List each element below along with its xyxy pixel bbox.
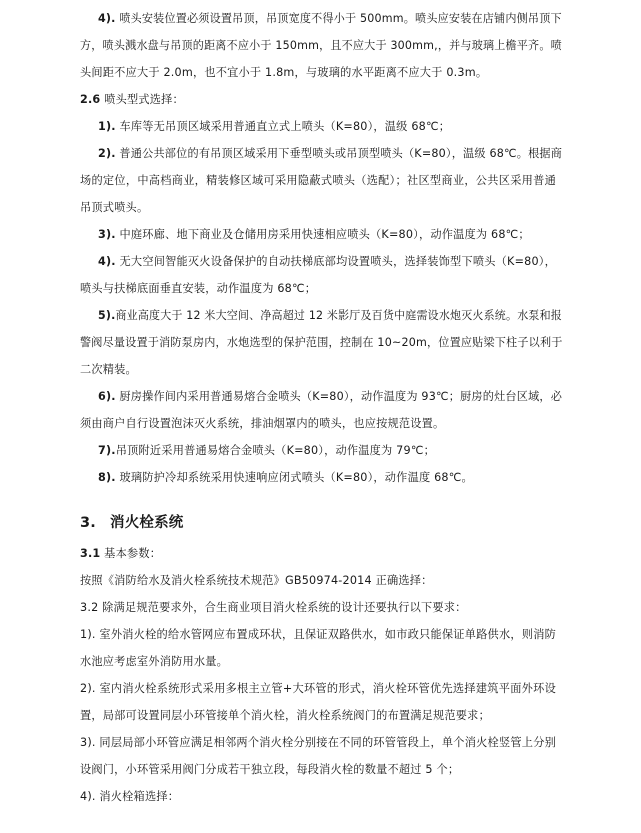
item-number: 7). (98, 444, 116, 457)
item-text: 喷头安装位置必须设置吊顶，吊顶宽度不得小于 500mm。喷头应安装在店铺内侧吊顶下 (115, 12, 562, 25)
section-title-3 (80, 514, 184, 532)
heading-text: 除满足规范要求外，合生商业项目消火栓系统的设计还要执行以下要求： (98, 601, 467, 614)
list-item (98, 390, 563, 404)
paragraph-line: 二次精装。 (80, 363, 137, 376)
paragraph-line: 按照《消防给水及消火栓系统技术规范》GB50974-2014 正确选择： (80, 574, 433, 587)
heading-text: 喷头型式选择： (100, 93, 184, 106)
heading-number: 3.2 (80, 601, 99, 614)
item-text: 玻璃防护冷却系统采用快速响应闭式喷头（K=80），动作温度 68℃。 (115, 471, 473, 484)
paragraph-line: 警阀尽量设置于消防泵房内，水炮选型的保护范围，控制在 10~20m，位置应贴梁下柱子以利于 (80, 336, 563, 349)
subsection-heading-3-1 (80, 547, 161, 561)
item-text: 厨房操作间内采用普通易熔合金喷头（K=80），动作温度为 93℃；厨房的灶台区域，必 (115, 390, 563, 403)
list-item: 4). 消火栓箱选择： (80, 790, 180, 803)
item-text: 中庭环廊、地下商业及仓储用房采用快速相应喷头（K=80），动作温度为 68℃； (115, 228, 530, 241)
item-number: 3). (98, 228, 116, 241)
item-text: 普通公共部位的有吊顶区域采用下垂型喷头或吊顶型喷头（K=80），温级 68℃。根据商 (115, 147, 563, 160)
item-text: 车库等无吊顶区域采用普通直立式上喷头（K=80），温级 68℃； (115, 120, 451, 133)
paragraph-line: 设阀门，小环管采用阀门分成若干独立段，每段消火栓的数量不超过 5 个； (80, 763, 460, 776)
list-item (98, 147, 563, 161)
paragraph-line: 场的定位，中高档商业，精装修区域可采用隐蔽式喷头（选配）；社区型商业，公共区采用普通 (80, 174, 556, 187)
heading-number: 2.6 (80, 93, 101, 106)
item-number: 4). (98, 12, 116, 25)
paragraph-line (98, 12, 562, 26)
item-number: 5). (98, 309, 116, 322)
paragraph-line: 喷头与扶梯底面垂直安装，动作温度为 68℃； (80, 282, 317, 295)
item-number: 6). (98, 390, 116, 403)
section-number: 3. (80, 515, 96, 531)
subsection-heading-3-2 (80, 601, 467, 615)
item-text: 无大空间智能灭火设备保护的自动扶梯底部均设置喷头，选择装饰型下喷头（K=80）， (115, 255, 556, 268)
paragraph-line: 须由商户自行设置泡沫灭火系统，排油烟罩内的喷头，也应按规范设置。 (80, 417, 445, 430)
list-item: 3). 同层局部小环管应满足相邻两个消火栓分别接在不同的环管管段上，单个消火栓竖管上分别 (80, 736, 556, 749)
item-text: 吊顶附近采用普通易熔合金喷头（K=80），动作温度为 79℃； (115, 444, 435, 457)
item-number: 4). (98, 255, 116, 268)
list-item (98, 120, 450, 134)
list-item (98, 444, 435, 458)
heading-text: 基本参数： (100, 547, 162, 560)
list-item: 2). 室内消火栓系统形式采用多根主立管+大环管的形式，消火栓环管优先选择建筑平面外环设 (80, 682, 556, 695)
section-heading-2-6 (80, 93, 184, 107)
list-item (98, 255, 556, 269)
paragraph-line: 吊顶式喷头。 (80, 201, 149, 214)
heading-number: 3.1 (80, 547, 101, 560)
paragraph-line: 置，局部可设置同层小环管接单个消火栓，消火栓系统阀门的布置满足规范要求； (80, 709, 490, 722)
list-item (98, 228, 530, 242)
paragraph-line: 水池应考虑室外消防用水量。 (80, 655, 229, 668)
list-item (98, 471, 473, 485)
item-text: 商业高度大于 12 米大空间、净高超过 12 米影厅及百货中庭需设水炮灭火系统。水泵和报 (115, 309, 562, 322)
item-number: 2). (98, 147, 116, 160)
list-item: 1). 室外消火栓的给水管网应布置成环状，且保证双路供水，如市政只能保证单路供水，则消防 (80, 628, 556, 641)
paragraph-line: 方，喷头溅水盘与吊顶的距离不应小于 150mm，且不应大于 300mm,，并与玻璃上檐平齐。喷 (80, 39, 562, 52)
paragraph-line: 头间距不应大于 2.0m，也不宜小于 1.8m，与玻璃的水平距离不应大于 0.3m。 (80, 66, 488, 79)
section-title-text: 消火栓系统 (110, 515, 184, 531)
item-number: 1). (98, 120, 116, 133)
list-item (98, 309, 562, 323)
item-number: 8). (98, 471, 116, 484)
